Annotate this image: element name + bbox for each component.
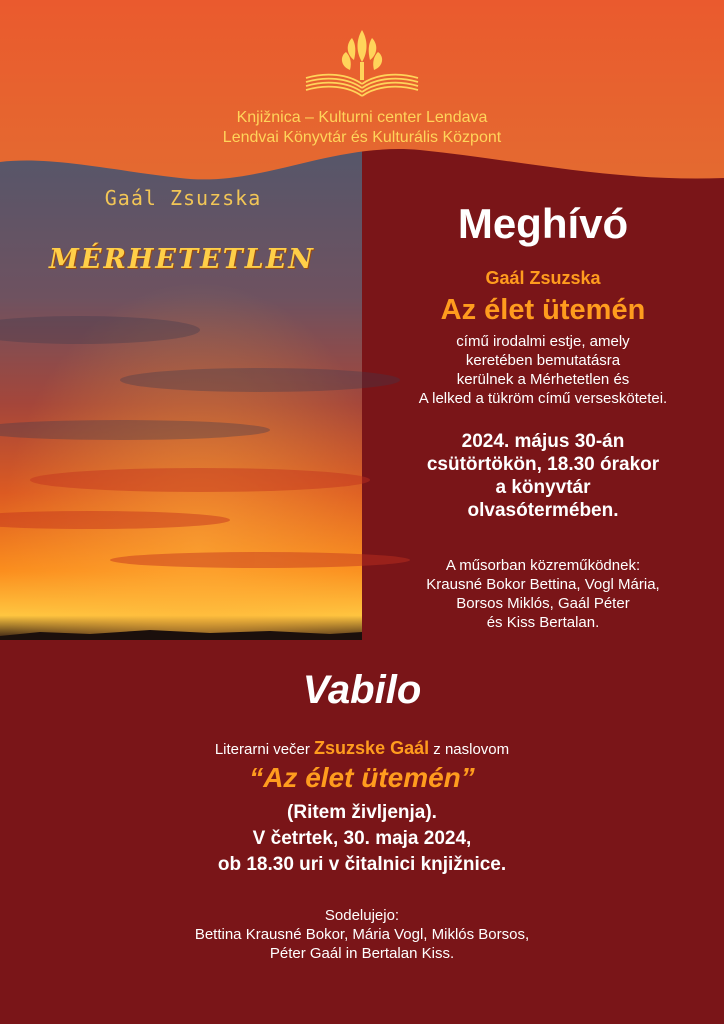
book-cover-title: MÉRHETETLEN: [48, 244, 315, 275]
book-wheat-logo-icon: [300, 22, 424, 104]
sl-intro: [0, 738, 724, 759]
hu-when-line: 2024. május 30-án: [461, 431, 625, 452]
hu-description-line: keretében bemutatásra: [465, 352, 621, 369]
org-name-hungarian: Lendvai Könyvtár és Kulturális Központ: [222, 129, 502, 146]
sl-participants: [0, 906, 724, 963]
sl-participants-line: Bettina Krausné Bokor, Mária Vogl, Miklós Borsos,: [194, 926, 530, 943]
sl-intro-after: z naslovom: [429, 741, 510, 758]
heading-vabilo: Vabilo: [302, 668, 422, 712]
hu-performers-line: A műsorban közreműködnek:: [445, 557, 641, 574]
hu-author: Gaál Zsuzska: [485, 268, 601, 288]
hu-description: [362, 332, 724, 408]
sl-intro-name: Zsuzske Gaál: [314, 738, 430, 758]
hu-description-line: című irodalmi estje, amely: [456, 333, 630, 350]
hu-description-line: kerülnek a Mérhetetlen és: [456, 371, 630, 388]
sl-participants-line: Péter Gaál in Bertalan Kiss.: [269, 945, 455, 962]
hu-performers: [362, 556, 724, 632]
hu-when-line: a könyvtár: [495, 477, 591, 498]
sl-detail-line: (Ritem življenja).: [287, 802, 437, 823]
sl-detail-line: ob 18.30 uri v čitalnici knjižnice.: [217, 854, 507, 875]
hu-performers-line: Krausné Bokor Bettina, Vogl Mária,: [426, 576, 660, 593]
sl-intro-before: Literarni večer: [214, 741, 315, 758]
hu-performers-line: és Kiss Bertalan.: [486, 614, 600, 631]
hu-performers-line: Borsos Miklós, Gaál Péter: [456, 595, 630, 612]
hu-date-place: [362, 430, 724, 522]
hu-when-line: olvasótermében.: [467, 500, 619, 521]
hu-description-line: A lelked a tükröm című verseskötetei.: [418, 390, 668, 407]
sl-event-title: “Az élet ütemén”: [249, 762, 475, 793]
sl-participants-line: Sodelujejo:: [324, 907, 400, 924]
hu-event-title: Az élet ütemén: [440, 294, 646, 326]
heading-meghivo: Meghívó: [457, 200, 629, 247]
book-cover-author: Gaál Zsuzska: [104, 186, 262, 210]
sl-details: [0, 800, 724, 878]
org-name-slovene: Knjižnica – Kulturni center Lendava: [236, 109, 488, 126]
sl-detail-line: V četrtek, 30. maja 2024,: [252, 828, 472, 849]
hu-when-line: csütörtökön, 18.30 órakor: [426, 454, 660, 475]
